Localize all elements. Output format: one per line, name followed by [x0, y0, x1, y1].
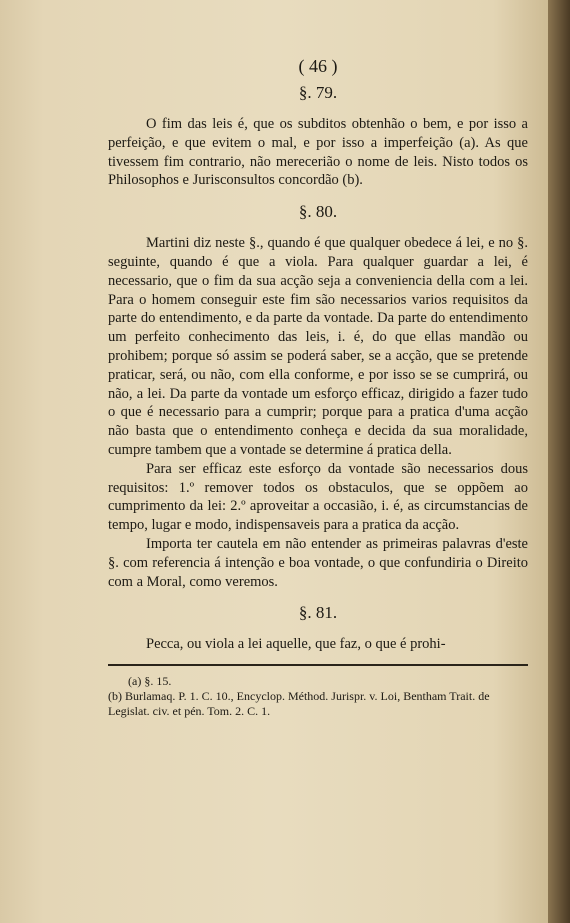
section-80-heading: §. 80. [298, 202, 338, 222]
book-spine-edge [548, 0, 570, 923]
section-80-paragraph-2: Para ser efficaz este esforço da vontade são necessarios dous requisitos: 1.º remover todos os obstaculos, que se oppõem ao cumprimento da lei: 2.º aproveitar a occasião, i. é, as circumstancias de tempo, lugar e modo, indispensaveis para a pratica da acção. [108, 460, 528, 534]
section-79-heading: §. 79. [298, 83, 338, 102]
footnotes [108, 674, 528, 719]
footnote-rule [108, 664, 528, 666]
footnote-a: (a) §. 15. [128, 674, 172, 689]
footnote-b: (b) Burlamaq. P. 1. C. 10., Encyclop. Méthod. Jurispr. v. Loi, Bentham Trait. de Legislat. civ. et pén. Tom. 2. C. 1. [108, 689, 490, 719]
section-80-paragraph-1: Martini diz neste §., quando é que qualquer obedece á lei, e no §. seguinte, quando é que a viola. Para qualquer guardar a lei, é necessario, que o fim da sua acção seja a conveniencia della com a lei. Para o homem conseguir este fim são necessarios varios requisitos da parte do entendimento, e da parte da vontade. Da parte do entendimento um perfeito conhecimento das leis, i. é, do que ellas mandão ou prohibem; porque só assim se poderá saber, se a acção, que se pretende praticar, será, ou não, com ella conforme, e por isso se se cumprirá, ou não, a lei. Da parte da vontade um esforço efficaz, dirigido a fazer tudo o que é necessario para a cumprir; porque para a pratica d'uma acção não basta que o entendimento conheça e decida da sua moralidade, cumpre tambem que a vontade se determine á pratica della. [108, 235, 528, 458]
page-content [108, 56, 528, 719]
section-81-paragraph: Pecca, ou viola a lei aquelle, que faz, o que é prohi- [146, 636, 446, 653]
section-81-heading: §. 81. [298, 603, 338, 623]
page-number: ( 46 ) [298, 56, 338, 76]
section-79-paragraph: O fim das leis é, que os subditos obtenhão o bem, e por isso a perfeição, e que evitem o mal, e por isso a imperfeição (a). As que tivessem fim contrario, não merecerião o nome de leis. Nisto todos os Philosophos e Jurisconsultos concordão (b). [108, 116, 528, 189]
section-80-paragraph-3: Importa ter cautela em não entender as primeiras palavras d'este §. com referencia á intenção e boa vontade, o que confundiria o Direito com a Moral, como veremos. [108, 535, 528, 590]
